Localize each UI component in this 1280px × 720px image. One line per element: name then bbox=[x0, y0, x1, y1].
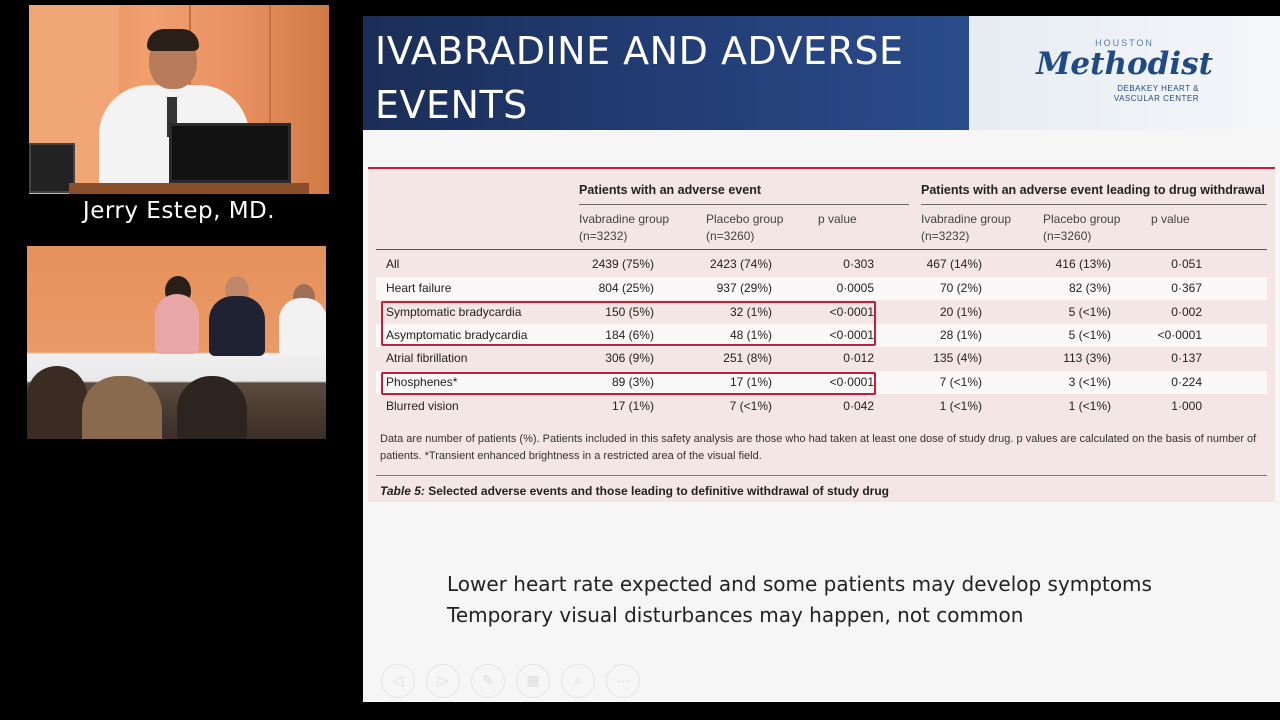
row-label: Heart failure bbox=[386, 281, 452, 295]
table-cell: 0·224 bbox=[1171, 375, 1202, 389]
table-cell: 150 (5%) bbox=[605, 305, 654, 319]
table-cell: 7 (<1%) bbox=[729, 399, 772, 413]
table-cell: 17 (1%) bbox=[729, 375, 772, 389]
table-cell: 70 (2%) bbox=[939, 281, 982, 295]
audience-member bbox=[27, 366, 87, 439]
table-cell: 2423 (74%) bbox=[709, 257, 772, 271]
table-row bbox=[376, 253, 1267, 276]
row-label: Symptomatic bradycardia bbox=[386, 305, 522, 319]
panel-video bbox=[27, 246, 326, 439]
table-cell: 0·367 bbox=[1171, 281, 1202, 295]
col-header: Ivabradine group (n=3232) bbox=[579, 212, 670, 243]
table-row bbox=[376, 347, 1267, 370]
table-row bbox=[376, 395, 1267, 418]
table-cell: 467 (14%) bbox=[926, 257, 982, 271]
panelist bbox=[279, 298, 326, 356]
slide-header bbox=[363, 16, 969, 130]
slide-bullets bbox=[447, 569, 1152, 631]
col-header: p value bbox=[1151, 212, 1190, 226]
table-cell: 0·0005 bbox=[836, 281, 874, 295]
row-label: Asymptomatic bradycardia bbox=[386, 328, 528, 342]
group-header-adverse: Patients with an adverse event bbox=[579, 183, 762, 197]
logo-main-text: Methodist bbox=[1036, 46, 1213, 82]
slides-icon[interactable]: ▦ bbox=[516, 664, 550, 698]
table-cell: 113 (3%) bbox=[1063, 351, 1111, 365]
table-cell: 0·042 bbox=[843, 399, 874, 413]
table-cell: 5 (<1%) bbox=[1068, 328, 1111, 342]
table-cell: 48 (1%) bbox=[729, 328, 772, 342]
slide-title: IVABRADINE AND ADVERSE EVENTS bbox=[375, 29, 904, 127]
caption-number: Table 5: bbox=[380, 484, 425, 498]
row-label: All bbox=[386, 257, 400, 271]
slide bbox=[363, 16, 1280, 702]
col-header: Placebo group (n=3260) bbox=[706, 212, 784, 243]
table-cell: 2439 (75%) bbox=[591, 257, 654, 271]
table-cell: 0·002 bbox=[1171, 305, 1202, 319]
table-cell: 804 (25%) bbox=[598, 281, 654, 295]
zoom-icon[interactable]: ⌕ bbox=[561, 664, 595, 698]
phosphenes-highlight bbox=[381, 372, 876, 395]
table-cell: 28 (1%) bbox=[939, 328, 982, 342]
group-underline bbox=[579, 204, 909, 205]
logo-sub-text: DEBAKEY HEART & VASCULAR CENTER bbox=[1113, 84, 1199, 103]
table-cell: 135 (4%) bbox=[933, 351, 982, 365]
table-cell: 20 (1%) bbox=[939, 305, 982, 319]
panelist bbox=[155, 294, 199, 354]
table-cell: 82 (3%) bbox=[1068, 281, 1111, 295]
bullet-line: Temporary visual disturbances may happen, not common bbox=[447, 603, 1024, 627]
group-underline bbox=[921, 204, 1267, 205]
adverse-events-table bbox=[368, 167, 1275, 502]
panelist bbox=[209, 296, 265, 356]
podium-monitor bbox=[169, 123, 291, 183]
podium bbox=[69, 183, 309, 194]
table-cell: 184 (6%) bbox=[605, 328, 654, 342]
table-cell: 0·303 bbox=[843, 257, 874, 271]
col-header: Placebo group (n=3260) bbox=[1043, 212, 1121, 243]
row-label: Phosphenes* bbox=[386, 375, 458, 389]
table-caption bbox=[380, 484, 889, 498]
table-cell: 416 (13%) bbox=[1055, 257, 1111, 271]
table-cell: 17 (1%) bbox=[611, 399, 654, 413]
table-cell: 7 (<1%) bbox=[939, 375, 982, 389]
audience-member bbox=[82, 376, 162, 439]
caption-text: Selected adverse events and those leading to definitive withdrawal of study drug bbox=[424, 484, 890, 498]
table-cell: 1·000 bbox=[1171, 399, 1202, 413]
table-cell: 937 (29%) bbox=[716, 281, 772, 295]
audience-member bbox=[177, 376, 247, 439]
bullet-line: Lower heart rate expected and some patients may develop symptoms bbox=[447, 572, 1152, 596]
table-cell: 251 (8%) bbox=[723, 351, 772, 365]
row-label: Atrial fibrillation bbox=[386, 351, 468, 365]
col-header: p value bbox=[818, 212, 857, 226]
table-cell: 0·012 bbox=[843, 351, 874, 365]
table-cell: 1 (<1%) bbox=[1068, 399, 1111, 413]
speaker-hair bbox=[147, 29, 199, 51]
more-icon[interactable]: ··· bbox=[606, 664, 640, 698]
table-cell: 89 (3%) bbox=[611, 375, 654, 389]
table-footnote: Data are number of patients (%). Patients included in this safety analysis are those who had taken at least one dose of study drug. p values are calculated on the basis of number of patients. *Transient enhanced brightness in a restricted area of the visual field. bbox=[380, 433, 1257, 462]
table-cell: <0·0001 bbox=[829, 375, 874, 389]
prev-icon[interactable]: ◁ bbox=[381, 664, 415, 698]
table-cell: <0·0001 bbox=[829, 328, 874, 342]
table-cell: 3 (<1%) bbox=[1068, 375, 1111, 389]
group-header-withdrawal: Patients with an adverse event leading to drug withdrawal bbox=[921, 183, 1265, 197]
table-cell: 306 (9%) bbox=[605, 351, 654, 365]
table-row bbox=[376, 277, 1267, 300]
bradycardia-highlight bbox=[381, 301, 876, 346]
speaker-video bbox=[29, 5, 329, 194]
table-cell: <0·0001 bbox=[829, 305, 874, 319]
table-cell: 32 (1%) bbox=[729, 305, 772, 319]
table-cell: 5 (<1%) bbox=[1068, 305, 1111, 319]
speaker-name: Jerry Estep, MD. bbox=[82, 198, 276, 224]
methodist-logo bbox=[969, 16, 1280, 130]
col-header: Ivabradine group (n=3232) bbox=[921, 212, 1012, 243]
table-cell: 1 (<1%) bbox=[939, 399, 982, 413]
pen-icon[interactable]: ✎ bbox=[471, 664, 505, 698]
header-rule bbox=[376, 249, 1267, 250]
next-icon[interactable]: ▷ bbox=[426, 664, 460, 698]
table-cell: <0·0001 bbox=[1157, 328, 1202, 342]
footnote-rule bbox=[376, 475, 1267, 476]
logo-small-text: HOUSTON bbox=[1095, 38, 1154, 48]
row-label: Blurred vision bbox=[386, 399, 459, 413]
table-cell: 0·051 bbox=[1171, 257, 1202, 271]
table-cell: 0·137 bbox=[1171, 351, 1202, 365]
